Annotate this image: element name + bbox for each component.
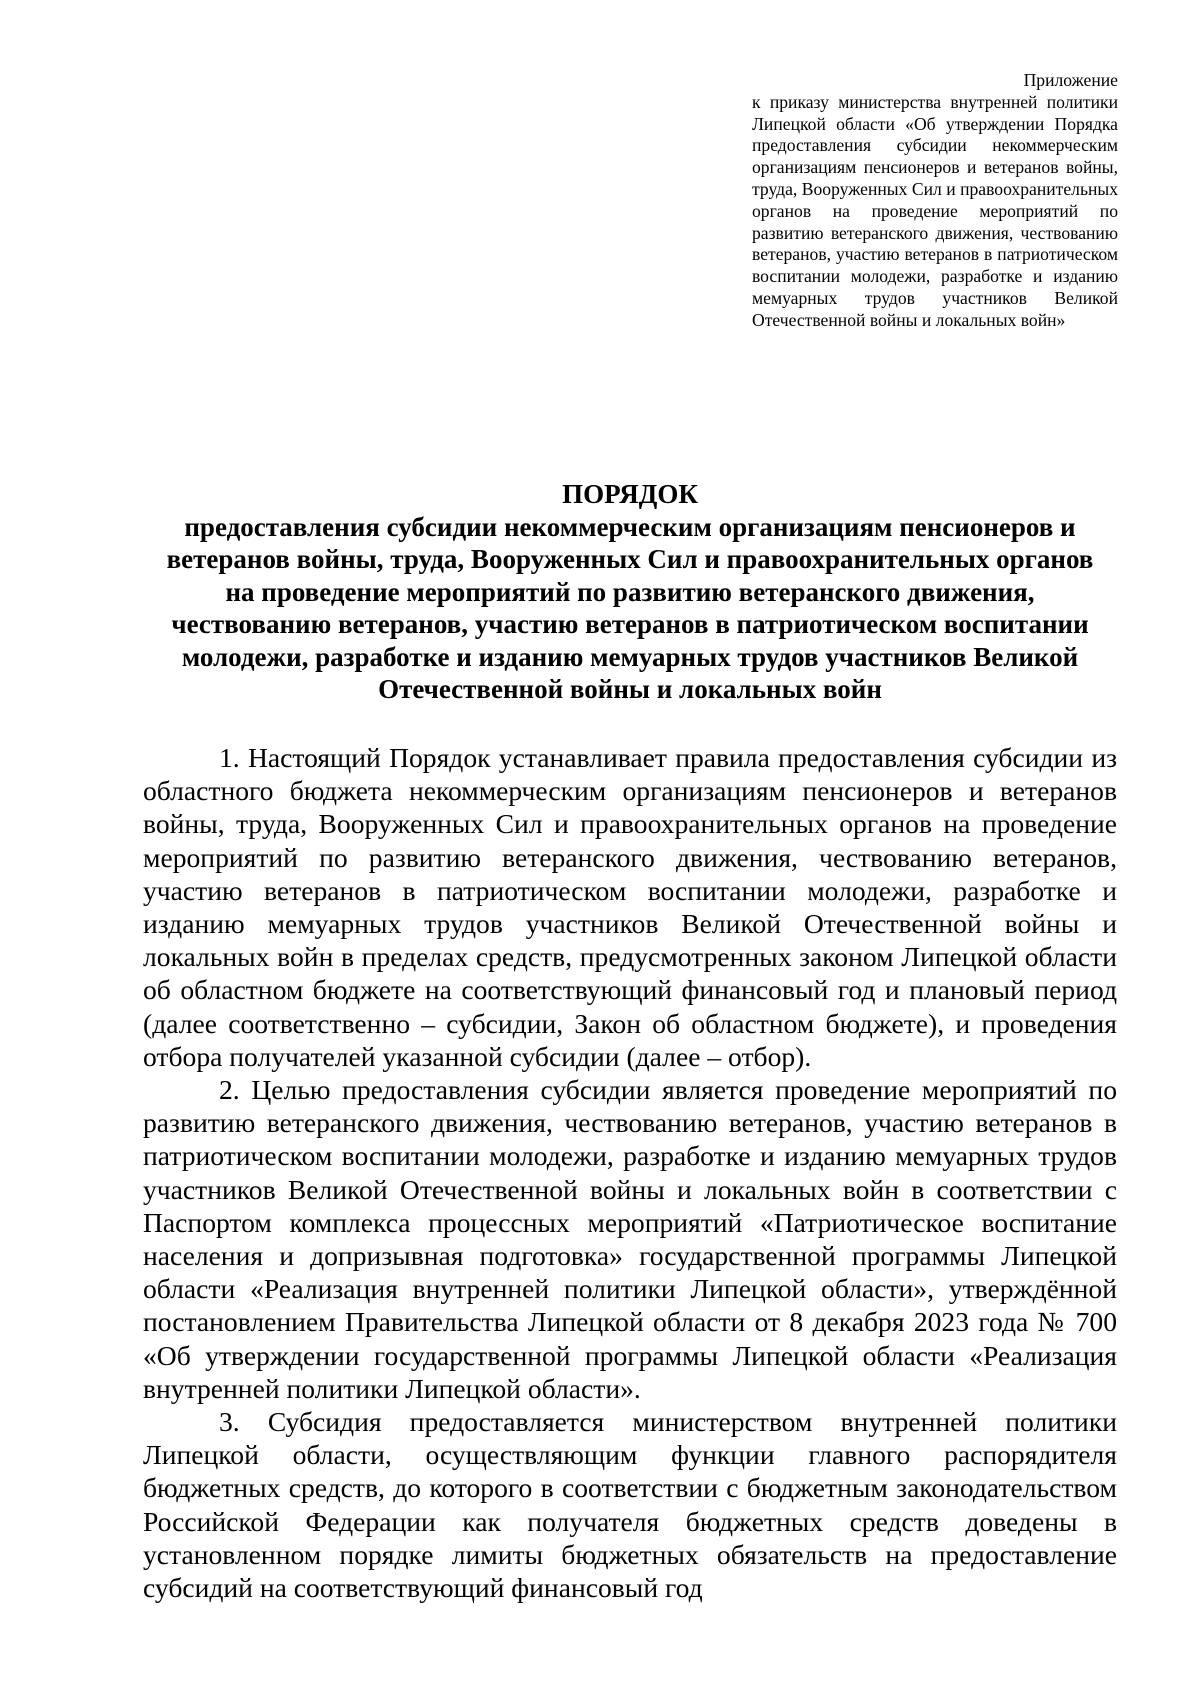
paragraph-1: 1. Настоящий Порядок устанавливает правила предоставления субсидии из областного бюджета некоммерческим организациям пенсионеров и ветеранов войны, труда, Вооруженных Сил и правоохранительных органов на проведение мероприятий по развитию ветеранского движения, чествованию ветеранов, участию ветеранов в патриотическом воспитании молодежи, разработке и изданию мемуарных трудов участников Великой Отечественной войны и локальных войн в пределах средств, предусмотренных законом Липецкой области об областном бюджете на соответствующий финансовый год и плановый период (далее соответственно – субсидии, Закон об областном бюджете), и проведения отбора получателей указанной субсидии (далее – отбор). xyxy=(143,742,1117,1072)
document-body xyxy=(143,741,1117,1604)
paragraph-3: 3. Субсидия предоставляется министерством внутренней политики Липецкой области, осуществляющим функции главного распорядителя бюджетных средств, до которого в соответствии с бюджетным законодательством Российской Федерации как получателя бюджетных средств доведены в установленном порядке лимиты бюджетных обязательств на предоставление субсидий на соответствующий финансовый год xyxy=(143,1406,1117,1604)
paragraph-2: 2. Целью предоставления субсидии является проведение мероприятий по развитию ветеранского движения, чествованию ветеранов, участию ветеранов в патриотическом воспитании молодежи, разработке и изданию мемуарных трудов участников Великой Отечественной войны и локальных войн в соответствии с Паспортом комплекса процессных мероприятий «Патриотическое воспитание населения и допризывная подготовка» государственной программы Липецкой области «Реализация внутренней политики Липецкой области», утверждённой постановлением Правительства Липецкой области от 8 декабря 2023 года № 700 «Об утверждении государственной программы Липецкой области «Реализация внутренней политики Липецкой области». xyxy=(143,1074,1117,1404)
appendix-text: к приказу министерства внутренней политики Липецкой области «Об утверждении Порядка предоставления субсидии некоммерческим организациям пенсионеров и ветеранов войны, труда, Вооруженных Сил и правоохранительных органов на проведение мероприятий по развитию ветеранского движения, чествованию ветеранов, участию ветеранов в патриотическом воспитании молодежи, разработке и изданию мемуарных трудов участников Великой Отечественной войны и локальных войн» xyxy=(752,91,1118,330)
document-subtitle: предоставления субсидии некоммерческим организациям пенсионеров и ветеранов войны, труда, Вооруженных Сил и правоохранительных органов на проведение мероприятий по развитию ветеранского движения, чествованию ветеранов, участию ветеранов в патриотическом воспитании молодежи, разработке и изданию мемуарных трудов участников Великой Отечественной войны и локальных войн xyxy=(166,511,1094,704)
document-title: ПОРЯДОК xyxy=(562,479,698,509)
appendix-title: Приложение xyxy=(1023,70,1118,90)
appendix-block xyxy=(752,70,1118,332)
document-heading xyxy=(140,478,1120,706)
